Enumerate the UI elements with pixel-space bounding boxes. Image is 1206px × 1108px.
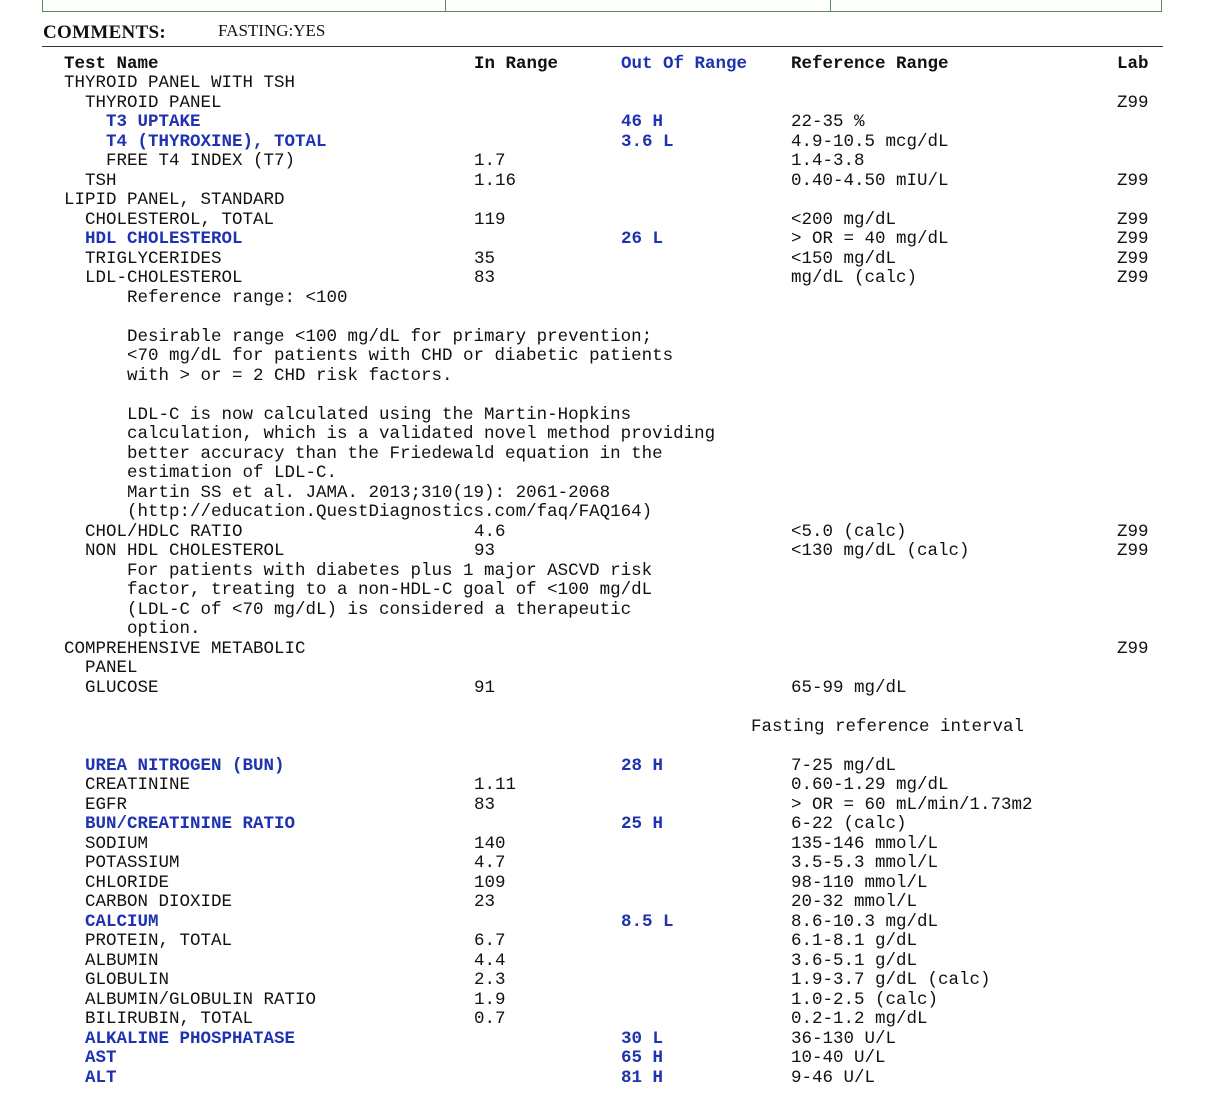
reference-range: 4.9-10.5 mcg/dL (791, 131, 949, 152)
lab-comment-line: factor, treating to a non-HDL-C goal of <100 mg/dL (127, 580, 653, 600)
test-name: CALCIUM (85, 911, 159, 932)
reference-range: 9-46 U/L (791, 1067, 876, 1088)
in-range-value: 119 (474, 209, 506, 230)
reference-range: <200 mg/dL (791, 209, 897, 230)
reference-range: > OR = 40 mg/dL (791, 229, 949, 249)
test-name: EGFR (85, 794, 128, 815)
test-name: ALBUMIN (85, 950, 159, 971)
reference-range: 10-40 U/L (791, 1048, 886, 1068)
lab-comment-line: (http://education.QuestDiagnostics.com/faq/FAQ164) (127, 502, 653, 522)
column-header-in-range: In Range (474, 54, 559, 74)
in-range-value: 4.4 (474, 950, 506, 971)
column-header-lab: Lab (1117, 54, 1149, 74)
test-name: GLOBULIN (85, 970, 170, 990)
lab-code: Z99 (1117, 268, 1149, 288)
reference-range: 22-35 % (791, 112, 865, 132)
lab-code: Z99 (1117, 229, 1149, 249)
reference-range: 7-25 mg/dL (791, 755, 897, 776)
lab-comment-line: Desirable range <100 mg/dL for primary prevention; (127, 326, 653, 347)
fasting-status: FASTING:YES (218, 21, 326, 40)
reference-range: 98-110 mmol/L (791, 872, 928, 893)
out-of-range-value: 3.6 L (621, 131, 674, 152)
lab-comment-line: (LDL-C of <70 mg/dL) is considered a therapeutic (127, 599, 632, 620)
test-name: CARBON DIOXIDE (85, 892, 233, 912)
test-name: CHLORIDE (85, 872, 170, 893)
test-name: CHOL/HDLC RATIO (85, 521, 243, 542)
test-name: TSH (85, 170, 117, 191)
in-range-value: 140 (474, 833, 506, 854)
out-of-range-value: 30 L (621, 1028, 664, 1049)
out-of-range-value: 65 H (621, 1048, 664, 1068)
lab-code: Z99 (1117, 521, 1149, 542)
test-name: FREE T4 INDEX (T7) (106, 151, 296, 171)
reference-range: 65-99 mg/dL (791, 677, 907, 698)
test-name: POTASSIUM (85, 853, 180, 873)
in-range-value: 1.11 (474, 775, 517, 795)
test-name: CREATININE (85, 775, 191, 795)
test-name: ALT (85, 1067, 117, 1088)
test-name: TRIGLYCERIDES (85, 248, 222, 269)
lab-code: Z99 (1117, 209, 1149, 230)
lab-comment-line: estimation of LDL-C. (127, 463, 338, 483)
test-name: HDL CHOLESTEROL (85, 229, 243, 249)
reference-range: 6.1-8.1 g/dL (791, 931, 918, 951)
comments-label: COMMENTS: (43, 22, 167, 43)
reference-range: > OR = 60 mL/min/1.73m2 (791, 794, 1033, 815)
reference-range: 36-130 U/L (791, 1028, 897, 1049)
reference-interval-note: Fasting reference interval (751, 716, 1025, 737)
lab-comment-line: For patients with diabetes plus 1 major ASCVD risk (127, 560, 653, 581)
test-name: ALKALINE PHOSPHATASE (85, 1028, 296, 1049)
column-divider (830, 0, 831, 11)
reference-range: 1.0-2.5 (calc) (791, 989, 939, 1010)
test-name: BILIRUBIN, TOTAL (85, 1009, 254, 1029)
reference-range: 6-22 (calc) (791, 814, 907, 834)
reference-range: <5.0 (calc) (791, 521, 907, 542)
in-range-value: 4.7 (474, 853, 506, 873)
test-name: SODIUM (85, 833, 149, 854)
lab-code: Z99 (1117, 170, 1149, 191)
test-name: THYROID PANEL WITH TSH (64, 73, 296, 93)
lab-code: Z99 (1117, 638, 1149, 659)
test-name: LDL-CHOLESTEROL (85, 268, 243, 288)
reference-range: 20-32 mmol/L (791, 892, 918, 912)
in-range-value: 91 (474, 677, 496, 698)
reference-range: <150 mg/dL (791, 248, 897, 269)
out-of-range-value: 26 L (621, 229, 664, 249)
test-name: T4 (THYROXINE), TOTAL (106, 131, 327, 152)
test-name: COMPREHENSIVE METABOLIC (64, 638, 306, 659)
in-range-value: 6.7 (474, 931, 506, 951)
out-of-range-value: 46 H (621, 112, 664, 132)
reference-range: 8.6-10.3 mg/dL (791, 911, 939, 932)
test-name: BUN/CREATININE RATIO (85, 814, 296, 834)
column-divider (445, 0, 446, 11)
lab-code: Z99 (1117, 541, 1149, 561)
reference-range: 135-146 mmol/L (791, 833, 939, 854)
in-range-value: 93 (474, 541, 496, 561)
column-header-test-name: Test Name (64, 54, 159, 74)
lab-comment-line: option. (127, 619, 201, 639)
in-range-value: 35 (474, 248, 496, 269)
lab-comment-line: Martin SS et al. JAMA. 2013;310(19): 2061-2068 (127, 482, 611, 503)
lab-comment-line: LDL-C is now calculated using the Martin-Hopkins (127, 404, 632, 425)
reference-range: 0.2-1.2 mg/dL (791, 1009, 928, 1029)
top-table-border (42, 0, 1162, 12)
reference-range: 0.40-4.50 mIU/L (791, 170, 949, 191)
lab-comment-line: better accuracy than the Friedewald equation in the (127, 443, 663, 464)
out-of-range-value: 25 H (621, 814, 664, 834)
column-header-out-of-range: Out Of Range (621, 54, 748, 74)
lab-code: Z99 (1117, 248, 1149, 269)
in-range-value: 4.6 (474, 521, 506, 542)
test-name: NON HDL CHOLESTEROL (85, 541, 285, 561)
reference-range: 3.5-5.3 mmol/L (791, 853, 939, 873)
reference-range: 0.60-1.29 mg/dL (791, 775, 949, 795)
test-name: GLUCOSE (85, 677, 159, 698)
in-range-value: 1.7 (474, 151, 506, 171)
in-range-value: 2.3 (474, 970, 506, 990)
lab-comment-line: calculation, which is a validated novel method providing (127, 424, 716, 444)
test-name: CHOLESTEROL, TOTAL (85, 209, 275, 230)
in-range-value: 23 (474, 892, 496, 912)
in-range-value: 1.9 (474, 989, 506, 1010)
reference-range: 3.6-5.1 g/dL (791, 950, 918, 971)
test-name: UREA NITROGEN (BUN) (85, 755, 285, 776)
test-name: ALBUMIN/GLOBULIN RATIO (85, 989, 317, 1010)
out-of-range-value: 8.5 L (621, 911, 674, 932)
in-range-value: 83 (474, 268, 496, 288)
lab-comment-line: Reference range: <100 (127, 287, 348, 308)
reference-range: <130 mg/dL (calc) (791, 541, 970, 561)
lab-code: Z99 (1117, 92, 1149, 113)
lab-comment-line: <70 mg/dL for patients with CHD or diabetic patients (127, 346, 674, 366)
test-name: THYROID PANEL (85, 92, 222, 113)
reference-range: mg/dL (calc) (791, 268, 918, 288)
column-header-reference-range: Reference Range (791, 54, 949, 74)
reference-range: 1.9-3.7 g/dL (calc) (791, 970, 991, 990)
header-divider (42, 46, 1163, 47)
in-range-value: 83 (474, 794, 496, 815)
test-name: LIPID PANEL, STANDARD (64, 190, 285, 210)
in-range-value: 0.7 (474, 1009, 506, 1029)
test-name: AST (85, 1048, 117, 1068)
in-range-value: 109 (474, 872, 506, 893)
out-of-range-value: 28 H (621, 755, 664, 776)
lab-comment-line: with > or = 2 CHD risk factors. (127, 365, 453, 386)
test-name: PROTEIN, TOTAL (85, 931, 233, 951)
test-name: T3 UPTAKE (106, 112, 201, 132)
test-name: PANEL (85, 658, 138, 678)
out-of-range-value: 81 H (621, 1067, 664, 1088)
in-range-value: 1.16 (474, 170, 517, 191)
reference-range: 1.4-3.8 (791, 151, 865, 171)
